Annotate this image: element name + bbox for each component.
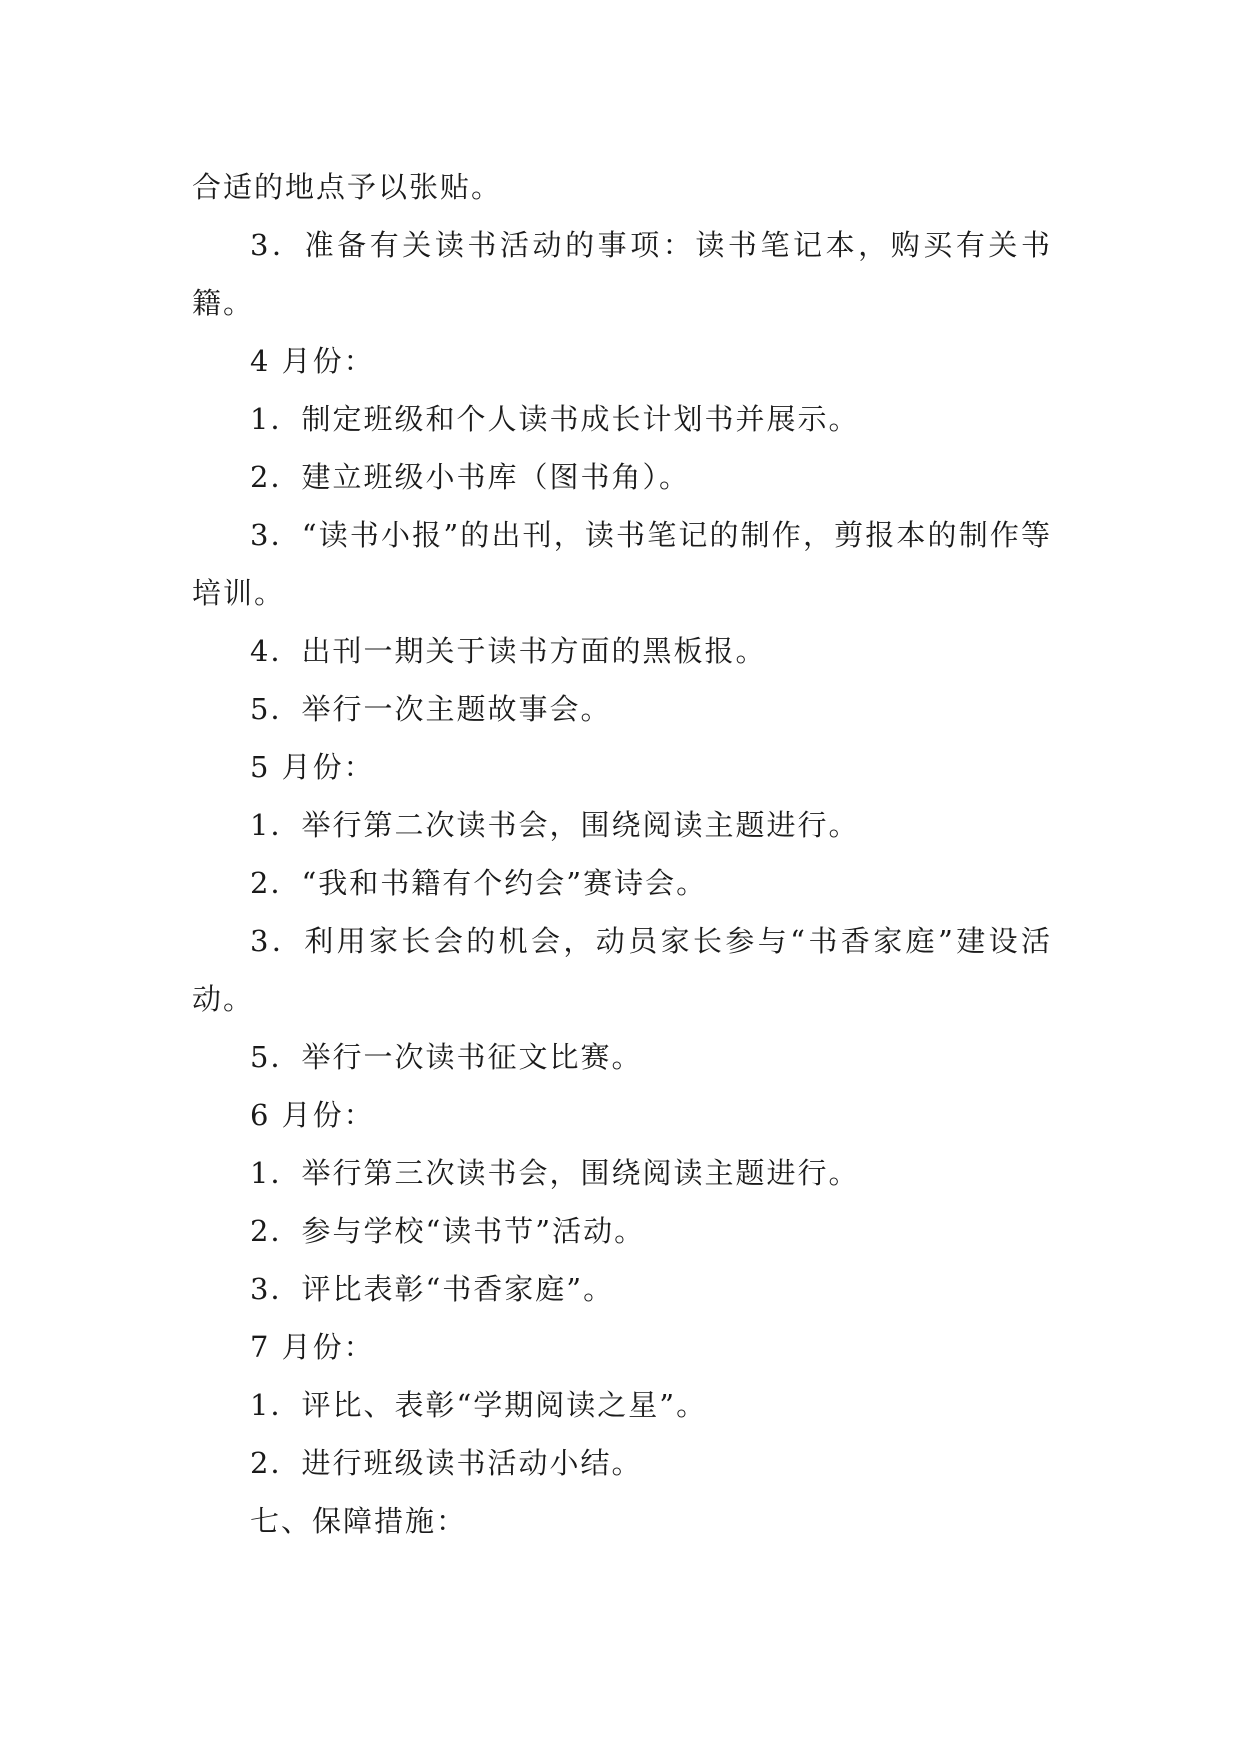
paragraph-item: 3．评比表彰“书香家庭”。 — [250, 1272, 615, 1306]
section-heading-safeguards: 七、保障措施： — [250, 1504, 468, 1538]
paragraph-item: 5．举行一次主题故事会。 — [250, 692, 612, 726]
paragraph-item: 5．举行一次读书征文比赛。 — [250, 1040, 643, 1074]
paragraph-item: 3．准备有关读书活动的事项：读书笔记本，购买有关书籍。 — [192, 228, 1052, 320]
paragraph-item: 4．出刊一期关于读书方面的黑板报。 — [250, 634, 767, 668]
paragraph-item: 2．建立班级小书库（图书角）。 — [250, 460, 690, 494]
paragraph-item: 2．进行班级读书活动小结。 — [250, 1446, 643, 1480]
paragraph-item: 3．“读书小报”的出刊，读书笔记的制作，剪报本的制作等培训。 — [192, 518, 1052, 610]
paragraph-item: 2．参与学校“读书节”活动。 — [250, 1214, 646, 1248]
paragraph-item: 1．举行第二次读书会，围绕阅读主题进行。 — [250, 808, 860, 842]
document-body — [192, 158, 1052, 1550]
section-heading-april: 4 月份： — [250, 344, 375, 378]
section-heading-may: 5 月份： — [250, 750, 375, 784]
paragraph-item: 1．评比、表彰“学期阅读之星”。 — [250, 1388, 708, 1422]
section-heading-july: 7 月份： — [250, 1330, 375, 1364]
paragraph-item: 1．制定班级和个人读书成长计划书并展示。 — [250, 402, 860, 436]
section-heading-june: 6 月份： — [250, 1098, 375, 1132]
paragraph-item: 3．利用家长会的机会，动员家长参与“书香家庭”建设活动。 — [192, 924, 1052, 1016]
paragraph-continuation: 合适的地点予以张贴。 — [192, 170, 503, 204]
paragraph-item: 1．举行第三次读书会，围绕阅读主题进行。 — [250, 1156, 860, 1190]
paragraph-item: 2．“我和书籍有个约会”赛诗会。 — [250, 866, 708, 900]
